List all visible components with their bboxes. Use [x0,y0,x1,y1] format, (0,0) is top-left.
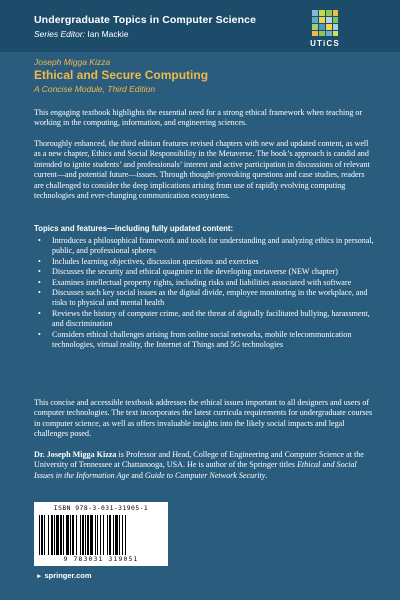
author-bio [34,450,374,481]
topic-text: Introduces a philosophical framework and tools for understanding and analyzing ethics in personal, public, and professional spheres [52,236,374,256]
bullet-icon: • [38,329,41,339]
barcode-bar [85,515,86,555]
publisher-url[interactable] [36,571,92,580]
topic-text: Examines intellectual property rights, including risks and liabilities associated with software [52,277,352,287]
topic-item [34,309,374,330]
barcode-bar [103,515,104,555]
bullet-icon: • [38,256,41,266]
author-bio-text: and [129,470,145,480]
barcode-bar [41,515,43,555]
topics-list [34,236,374,350]
book-title: Ethical and Secure Computing [34,68,209,82]
barcode-bar [119,515,120,555]
barcode-bar [107,515,108,555]
book-author: Joseph Migga Kizza [34,57,111,67]
publisher-url-text: springer.com [44,571,92,580]
series-header [0,0,400,52]
author-bio-book-title: Ethical and Social Issues in the Information Age [34,460,357,480]
book-subtitle: A Concise Module, Third Edition [34,84,156,94]
topic-text: Discusses the security and ethical quagmire in the developing metaverse (NEW chapter) [52,267,338,277]
barcode-bar [82,515,84,555]
barcode-bar [39,515,40,555]
barcode-bar [113,515,114,555]
author-bio-book-title: Guide to Computer Network Security [144,470,266,480]
barcode-bar [44,515,45,555]
barcode-bar [76,515,77,555]
series-editor-label: Series Editor: [34,29,86,39]
author-bio-text: is Professor and Head, College of Engineering and Computer Science at the University of Tennessee at Chattanooga, USA. He is author of the Springer titles [34,450,364,470]
barcode-bar [48,515,49,555]
utics-logo-icon [312,10,338,36]
barcode-bar [63,515,64,555]
barcode-bar [97,515,98,555]
barcode-bar [95,515,96,555]
barcode-bar [66,515,69,555]
barcode-number: 9 783031 319051 [63,556,139,563]
barcode-bar [125,515,126,555]
topic-item [34,267,374,277]
barcode-bar [122,515,123,555]
barcode-bar [70,515,71,555]
barcode-bar [54,515,55,555]
topic-item [34,236,374,257]
closing-paragraph: This concise and accessible textbook addresses the ethical issues important to all designers and users of computer technologies. The text incorporates the latest curricula requirements for undergraduate courses in computer science, as well as offers invaluable insights into the likely social impacts and legal challenges posed. [34,398,373,439]
enhanced-paragraph: Thoroughly enhanced, the third edition features revised chapters with new and updated content, as well as a new chapter, Ethics and Social Responsibility in the Metaverse. The book’s approach is candid and intended to ignite students’ and professionals’ interest and active participation in discussions of relevant current—and potential future—issues. Through thought-provoking questions and case studies, readers are challenged to consider the deep implications arising from use of rapidly evolving computing technologies and ever-changing communication ecosystems. [34,139,370,201]
topic-text: Includes learning objectives, discussion questions and exercises [52,256,259,266]
bullet-icon: • [38,308,41,318]
barcode-bar [60,515,62,555]
bullet-icon: • [38,288,41,298]
isbn-barcode [34,502,168,566]
bullet-icon: • [38,267,41,277]
barcode-bar [80,515,81,555]
barcode-bar [100,515,101,555]
topic-item [34,288,374,309]
series-editor [34,29,129,39]
topic-text: Considers ethical challenges arising from online social networks, mobile telecommunication technologies, virtual reality, the Internet of Things and 5G technologies [52,329,352,350]
barcode-bar [72,515,74,555]
topic-text: Reviews the history of computer crime, and the threat of digitally facilitated bullying, harassment, and discrimination [52,308,370,329]
series-editor-name: Ian Mackie [87,29,129,39]
barcode-bar [115,515,118,555]
barcode-icon [39,515,163,555]
topics-heading: Topics and features—including fully updated content: [34,224,234,233]
author-bio-text: . [265,470,268,480]
bullet-icon: • [38,277,41,287]
series-title: Undergraduate Topics in Computer Science [34,14,257,26]
barcode-bar [109,515,111,555]
topic-item [34,278,374,288]
barcode-bar [51,515,53,555]
utics-logo-text: UTiCS [310,39,340,48]
author-bio-name: Dr. Joseph Migga Kizza [34,450,117,459]
barcode-bar [90,515,93,555]
barcode-bar [56,515,59,555]
bullet-icon: • [38,236,41,245]
intro-paragraph: This engaging textbook highlights the essential need for a strong ethical framework when teaching or working in the computing, information, and engineering sciences. [34,108,363,128]
topic-item [34,330,374,351]
arrow-icon: ► [36,573,43,580]
topic-text: Discusses such key social issues as the digital divide, employee monitoring in the workplace, and risks to physical and mental health [52,288,368,308]
topic-item [34,257,374,267]
barcode-bar [87,515,89,555]
isbn-label: ISBN 978-3-031-31905-1 [53,505,149,512]
